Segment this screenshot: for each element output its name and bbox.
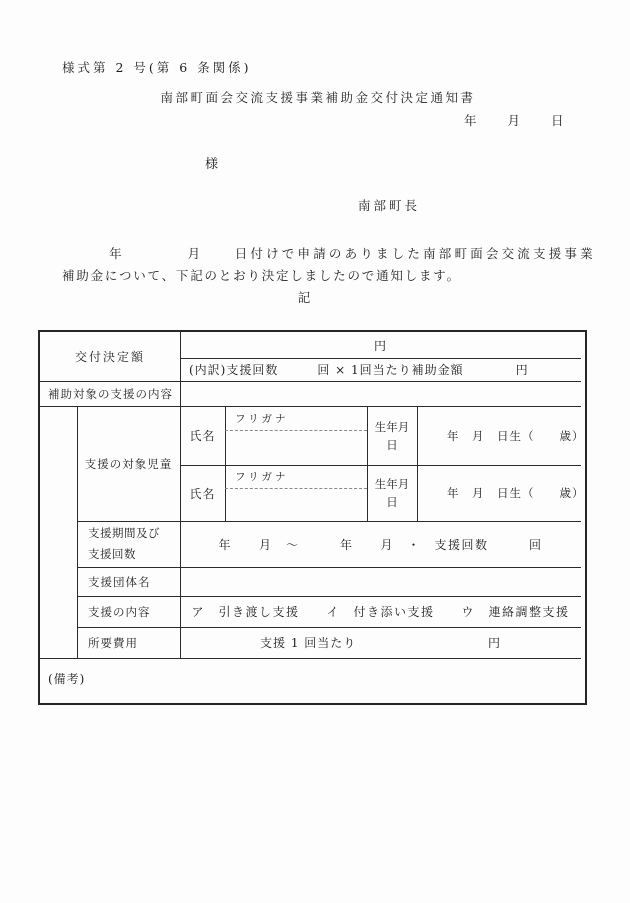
child-birthdate-label <box>367 465 417 521</box>
child-furigana-label: フリガナ <box>235 471 289 483</box>
birthdate-label-line2: 日 <box>386 495 398 509</box>
period-label-line1: 支援期間及び <box>88 526 160 540</box>
cost-unit: 円 <box>488 636 502 650</box>
grant-amount-unit: 円 <box>373 338 387 353</box>
body-line-2: 補助金について、下記のとおり決定しましたので通知します。 <box>62 268 461 283</box>
grant-amount-breakdown: (内訳)支援回数 回 × 1回当たり補助金額 円 <box>189 363 529 377</box>
child-name-label: 氏名 <box>189 486 216 501</box>
cost-value-prefix: 支援 1 回当たり <box>260 636 357 650</box>
cost-label: 所要費用 <box>88 635 138 650</box>
decision-table <box>38 330 587 705</box>
sender-title: 南部町長 <box>358 198 421 213</box>
period-label-line2: 支援回数 <box>88 547 136 561</box>
organization-value <box>180 567 581 596</box>
child-birthdate-value: 年 月 日生（ 歳） <box>447 428 585 443</box>
form-number: 様式第 2 号(第 6 条関係) <box>62 60 252 75</box>
organization-label: 支援団体名 <box>88 574 151 589</box>
remarks-label: (備考) <box>48 672 86 686</box>
child-furigana-label: フリガナ <box>235 412 289 425</box>
child-birthdate-value: 年 月 日生（ 歳） <box>447 486 585 500</box>
date-line: 年 月 日 <box>464 113 566 128</box>
child-birthdate-label <box>367 406 417 465</box>
furigana-separator-line <box>225 430 367 431</box>
child-name-label: 氏名 <box>189 429 216 443</box>
birthdate-label-line1: 生年月 <box>374 477 410 491</box>
body-line-1: 年 月 日付けで申請のありました南部町面会交流支援事業 <box>62 246 596 261</box>
target-children-label: 支援の対象児童 <box>84 456 173 471</box>
period-value: 年 月 ～ 年 月 ・ 支援回数 回 <box>218 537 543 552</box>
birthdate-label-line2: 日 <box>386 437 398 452</box>
document-title: 南部町面会交流支援事業補助金交付決定通知書 <box>160 90 476 105</box>
addressee-suffix: 様 <box>205 157 219 172</box>
support-content-value: ア 引き渡し支援 イ 付き添い支援 ウ 連絡調整支援 <box>191 605 570 619</box>
period-label <box>77 521 180 567</box>
birthdate-label-line1: 生年月 <box>374 419 410 434</box>
support-content-label: 支援の内容 <box>88 604 151 619</box>
section-header: 補助対象の支援の内容 <box>48 386 173 401</box>
furigana-separator-line <box>225 488 367 489</box>
grant-amount-label: 交付決定額 <box>74 350 145 364</box>
ki-heading: 記 <box>297 290 311 305</box>
